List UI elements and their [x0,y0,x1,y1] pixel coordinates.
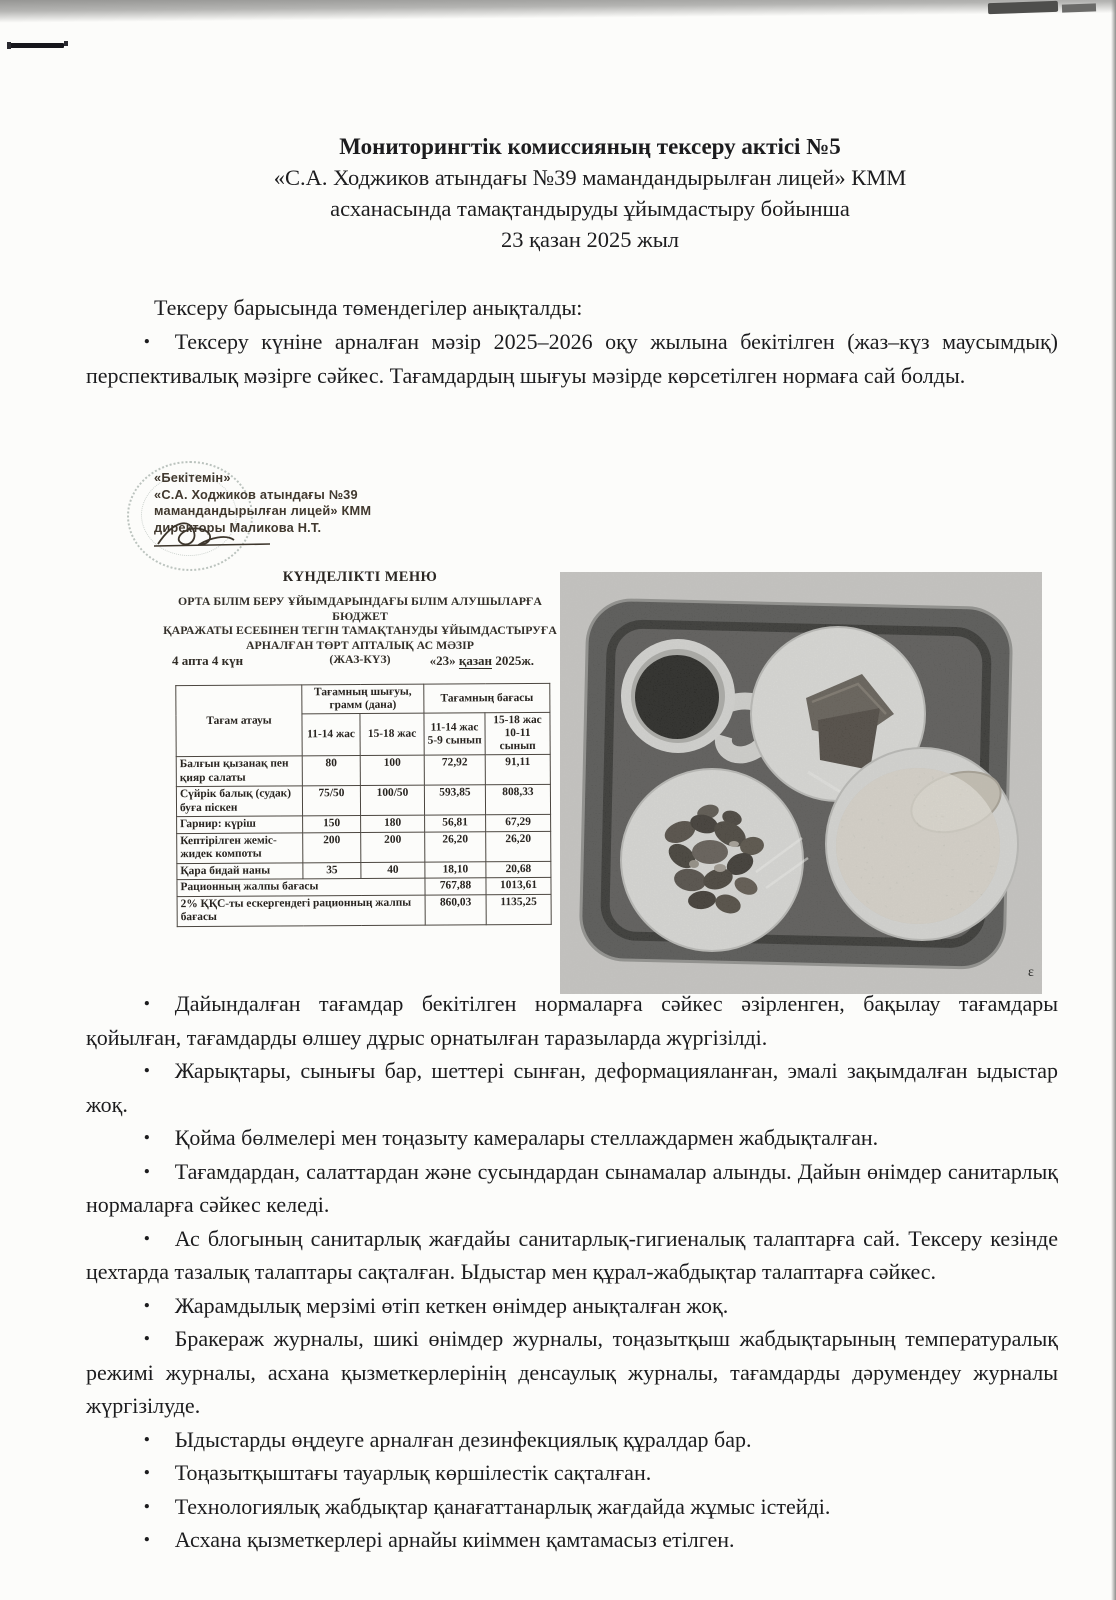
menu-subtitle-line: (ЖАЗ-КҮЗ) [329,652,391,666]
bullet-icon: • [143,1060,150,1081]
bullet-icon: • [143,1161,150,1182]
finding-text: Тағамдардан, салаттардан және сусындардан сынамалар алынды. Дайын өнімдер санитарлық нормаларға сәйкес келеді. [86,1158,1058,1217]
col-subheader: 11-14 жас [302,714,360,756]
menu-week-date-row [172,653,534,669]
finding-item [86,1490,1058,1524]
bullet-icon: • [143,1496,150,1517]
bullet-icon: • [143,1429,150,1450]
finding-text: Тоңазытқыштағы тауарлық көршілестік сақталған. [174,1460,652,1485]
menu-table-row [176,784,550,816]
finding-text: Жарамдылық мерзімі өтіп кеткен өнімдер анықталған жоқ. [174,1292,729,1318]
menu-table-cell: 1013,61 [486,877,551,894]
menu-table-cell: 80 [302,756,360,786]
finding-text: Дайындалған тағамдар бекітілген нормаларға сәйкес әзірленген, бақылау тағамдары қойылған, тағамдарды өлшеу дұрыс орнатылған таразыларда жүргізілді. [86,991,1058,1050]
document-subtitle-org: «С.А. Ходжиков атындағы №39 мамандандырылған лицей» КММ [273,165,907,190]
menu-subtitle-line: ҚАРАЖАТЫ ЕСЕБІНЕН ТЕГІН ТАМАҚТАНУДЫ ҰЙЫМДАСТЫРУҒА [163,623,557,637]
menu-subtitle-line: ОРТА БІЛІМ БЕРУ ҰЙЫМДАРЫНДАҒЫ БІЛІМ АЛУШЫЛАРҒА БЮДЖЕТ [178,594,542,623]
col-subheader: 11-14 жас 5-9 сынып [424,713,485,755]
menu-table-row [176,754,550,786]
document-subtitle-topic: асханасында тамақтандыруды ұйымдастыру бойынша [330,196,850,221]
bullet-icon: • [143,1328,150,1349]
finding-item [86,1121,1058,1155]
finding-text: Қойма бөлмелері мен тоңазыту камералары стеллаждармен жабдықталған. [174,1125,879,1150]
menu-table-cell: 75/50 [302,786,360,816]
menu-table-cell: 18,10 [425,861,486,878]
menu-table-cell: Сүйрік балық (судак) буға піскен [176,786,302,817]
bullet-icon: • [143,1295,150,1316]
approval-line: мамандандырылған лицей» КММ [154,503,372,518]
approval-line: директоры Маликова Н.Т. [154,519,322,535]
menu-table-cell: 860,03 [425,894,486,924]
menu-table-cell: 593,85 [424,785,485,815]
bullet-icon: • [143,1529,150,1550]
finding-item [86,987,1058,1054]
menu-date-month: қазан [458,653,493,668]
menu-table-cell: 72,92 [424,755,485,785]
finding-item [86,1054,1058,1121]
bullet-icon: • [143,331,150,352]
menu-table-cell: 100 [360,755,424,785]
menu-table-cell: 767,88 [425,878,486,895]
menu-table-cell: 56,81 [425,815,486,832]
finding-text: Технологиялық жабдықтар қанағаттанарлық жағдайда жұмыс істейді. [174,1493,831,1519]
finding-item [86,1456,1058,1490]
menu-date-label: «23» қазан 2025ж. [429,653,534,668]
menu-table-total-row [177,894,551,926]
menu-table-cell: 20,68 [486,861,551,878]
finding-item [86,1523,1058,1557]
findings-list [86,987,1058,1557]
finding-text: Ыдыстарды өңдеуге арналған дезинфекциялық құралдар бар. [174,1426,752,1452]
bullet-icon: • [143,1127,150,1148]
bullet-icon: • [143,993,150,1014]
menu-table-cell: 180 [361,815,425,832]
menu-table-cell: 40 [361,862,425,879]
col-header-output: Тағамның шығуы, грамм (дана) [302,684,424,714]
finding-text: Жарықтары, сынығы бар, шеттері сынған, деформацияланған, эмалі зақымдалған ыдыстар жоқ. [86,1058,1058,1117]
menu-table-cell: 26,20 [486,831,551,861]
menu-table-cell: 35 [303,862,361,879]
finding-text: Бракераж журналы, шикі өнімдер журналы, тоңазытқыш жабдықтарының температуралық режимі журналы, асхана қызметкерлерінің денсаулық журналы, тағамдарды дәрумендеу журналы жүргізілуде. [86,1326,1058,1418]
menu-table-row [177,831,551,863]
menu-table-cell: 100/50 [360,785,424,815]
col-subheader: 15-18 жас [360,713,424,755]
food-tray-photo [560,572,1042,994]
menu-table-cell: 91,11 [485,754,550,784]
menu-week-label: 4 апта 4 күн [172,653,244,668]
finding-text: Ас блогының санитарлық жағдайы санитарлық-гигиеналық талаптарға сай. Тексеру кезінде цехтарда тазалық талаптары сақталған. Ыдыстар мен құрал-жабдықтар талаптарға сәйкес. [86,1225,1058,1284]
intro-bullet-text: Тексеру күніне арналған мәзір 2025–2026 оқу жылына бекітілген (жаз–күз маусымдық) перспективалық мәзірге сәйкес. Тағамдардың шығуы мәзірде көрсетілген нормаға сай болды. [86,329,1058,388]
finding-item [86,1155,1058,1222]
menu-table-cell: 200 [303,832,361,862]
menu-table-cell: Қара бидай наны [177,862,303,879]
document-title: Мониторингтік комиссияның тексеру актісі №5 [339,134,841,159]
menu-table-cell: 1135,25 [486,894,551,924]
photo-grain-overlay [560,572,1042,994]
approval-line: «Бекітемін» [154,470,231,485]
col-header-dish: Тағам атауы [176,685,302,757]
document-date: 23 қазан 2025 жыл [500,227,680,252]
menu-table-cell: Балғын қызанақ пен қияр салаты [176,756,302,787]
menu-table [175,683,551,927]
menu-table-cell: Гарнир: күріш [177,816,303,833]
finding-item [86,1222,1058,1289]
approval-line: «С.А. Ходжиков атындағы №39 [154,486,358,502]
menu-table-total-label: 2% ҚҚС-ты ескергендегі рационның жалпы бағасы [177,895,425,927]
menu-table-cell: 67,29 [486,814,551,831]
signature-icon [150,508,290,554]
col-subheader: 15-18 жас 10-11 сынып [485,712,550,754]
finding-text: Асхана қызметкерлері арнайы киіммен қамтамасыз етілген. [174,1527,735,1552]
col-header-price: Тағамның бағасы [424,683,550,713]
menu-table-body [176,754,551,926]
finding-item [86,1322,1058,1423]
menu-table-cell: 200 [361,832,425,862]
menu-table-cell: 26,20 [425,831,486,861]
menu-table-cell: 808,33 [485,784,550,814]
intro-heading: Тексеру барысында төмендегілер анықталды: [154,295,583,320]
menu-table-cell: Кептірілген жеміс-жидек компоты [177,832,303,863]
menu-table-total-label: Рационның жалпы бағасы [177,878,425,896]
bullet-icon: • [143,1228,150,1249]
photo-corner-mark: ɛ [1028,965,1034,980]
finding-item [86,1289,1058,1323]
menu-table-cell: 150 [303,816,361,833]
menu-title: КҮНДЕЛІКТІ МЕНЮ [282,569,438,585]
finding-item [86,1423,1058,1457]
menu-subtitle-line: АРНАЛҒАН ТӨРТ АПТАЛЫҚ АС МӘЗІР [246,637,474,652]
bullet-icon: • [143,1462,150,1483]
